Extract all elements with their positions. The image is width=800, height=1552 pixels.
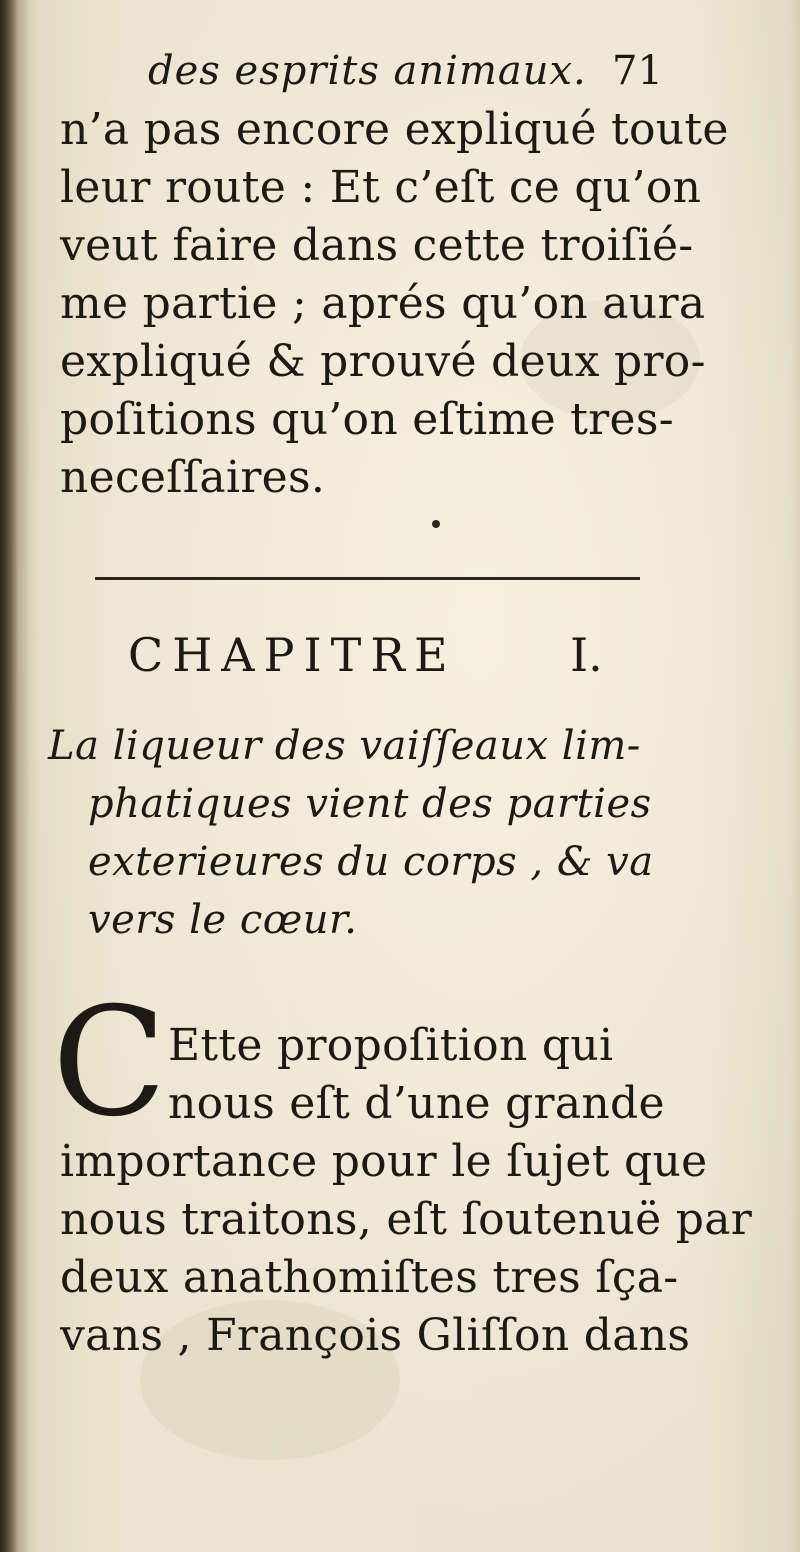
text-line: me partie ; aprés qu’on aura: [60, 278, 706, 329]
chapter-subtitle-line: La liqueur des vaiſſeaux lim-: [48, 723, 641, 769]
chapter-subtitle-line: vers le cœur.: [88, 897, 358, 943]
text-line: leur route : Et c’eſt ce qu’on: [60, 162, 702, 213]
page-gutter-shadow: [0, 0, 30, 1552]
drop-cap: C: [52, 976, 167, 1150]
text-line: Ette propoſition qui: [168, 1020, 614, 1071]
text-line: neceſſaires.: [60, 452, 326, 503]
text-line: importance pour le ſujet que: [60, 1136, 708, 1187]
text-line: n’a pas encore expliqué toute: [60, 104, 729, 155]
chapter-heading: CHAPITRE: [128, 628, 457, 682]
text-line: expliqué & prouvé deux pro-: [60, 336, 706, 387]
text-line: vans , François Gliſſon dans: [60, 1310, 691, 1361]
running-head: des esprits animaux.: [148, 48, 587, 94]
text-line: nous eſt d’une grande: [168, 1078, 665, 1129]
chapter-subtitle-line: phatiques vient des parties: [88, 781, 652, 827]
chapter-number: I.: [570, 628, 603, 682]
chapter-subtitle-line: exterieures du corps , & va: [88, 839, 654, 885]
horizontal-rule: [95, 577, 640, 580]
ornament-dot: [432, 520, 440, 528]
text-line: veut faire dans cette troiſié-: [60, 220, 694, 271]
text-line: deux anathomiſtes tres ſça-: [60, 1252, 679, 1303]
text-line: nous traitons, eſt ſoutenuë par: [60, 1194, 753, 1245]
text-line: poſitions qu’on eſtime tres-: [60, 394, 674, 445]
page-number: 71: [612, 48, 663, 94]
